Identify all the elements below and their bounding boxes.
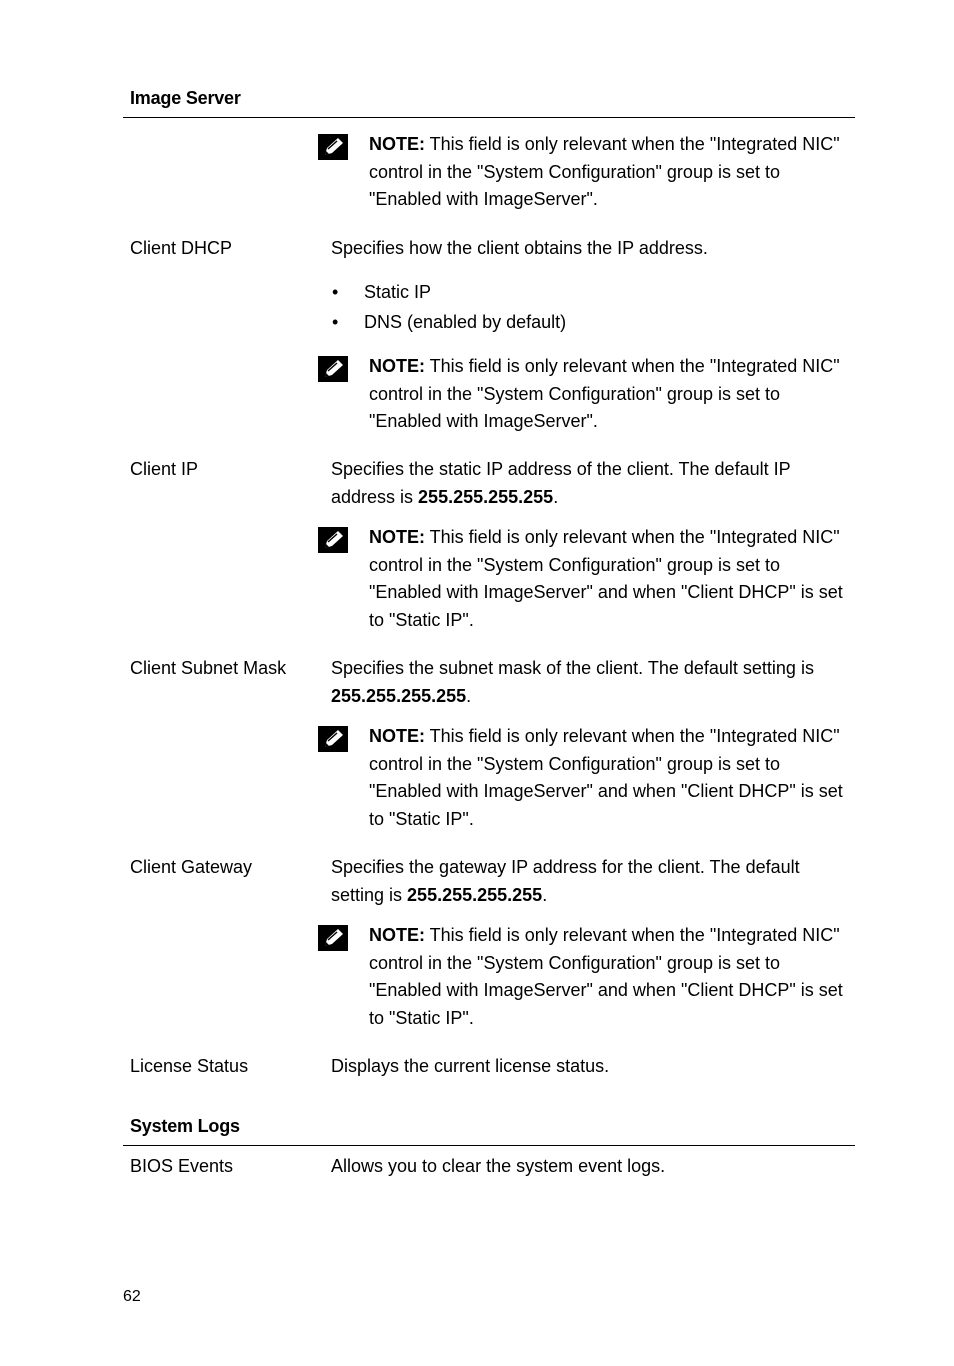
desc-client-gateway xyxy=(331,853,851,909)
note-label: NOTE: xyxy=(369,726,425,746)
bullet-dot: • xyxy=(332,282,339,302)
term-client-subnet-mask: Client Subnet Mask xyxy=(130,658,287,678)
desc-client-subnet-mask xyxy=(331,654,851,710)
note-text xyxy=(369,524,853,634)
list-item xyxy=(331,277,851,307)
desc-text: Specifies the gateway IP address for the client. The default setting is xyxy=(331,857,800,905)
default-value: 255.255.255.255 xyxy=(331,686,467,706)
note-pencil-icon xyxy=(318,726,348,752)
desc-client-dhcp: Specifies how the client obtains the IP address. xyxy=(331,238,708,258)
term-client-gateway: Client Gateway xyxy=(130,857,253,877)
term-license-status: License Status xyxy=(130,1056,249,1076)
section-heading-image-server: Image Server xyxy=(130,88,241,108)
desc-suffix: . xyxy=(466,686,472,706)
term-client-dhcp: Client DHCP xyxy=(130,238,233,258)
desc-license-status: Displays the current license status. xyxy=(331,1056,610,1076)
default-value: 255.255.255.255 xyxy=(407,885,543,905)
note-text xyxy=(369,723,853,833)
note-body: This field is only relevant when the "Integrated NIC" control in the "System Configuration" group is set to "Enabled with ImageServer" and when "Client DHCP" is set to "Static IP". xyxy=(369,726,843,829)
client-dhcp-options xyxy=(331,277,851,337)
default-value: 255.255.255.255 xyxy=(418,487,554,507)
note-text xyxy=(369,353,853,436)
note-label: NOTE: xyxy=(369,527,425,547)
desc-text: Specifies the subnet mask of the client. The default setting is xyxy=(331,658,814,678)
list-item xyxy=(331,307,851,337)
section-rule xyxy=(123,117,855,118)
desc-suffix: . xyxy=(553,487,559,507)
note-label: NOTE: xyxy=(369,356,425,376)
section-rule xyxy=(123,1145,855,1146)
desc-text: Specifies the static IP address of the client. The default IP address is xyxy=(331,459,791,507)
option-label: Static IP xyxy=(364,282,432,302)
section-heading-system-logs: System Logs xyxy=(130,1116,240,1136)
note-pencil-icon xyxy=(318,134,348,160)
note-label: NOTE: xyxy=(369,925,425,945)
note-pencil-icon xyxy=(318,356,348,382)
option-label: DNS (enabled by default) xyxy=(364,312,567,332)
note-body: This field is only relevant when the "Integrated NIC" control in the "System Configuration" group is set to "Enabled with ImageServer". xyxy=(369,134,840,209)
term-client-ip: Client IP xyxy=(130,459,199,479)
note-pencil-icon xyxy=(318,925,348,951)
note-pencil-icon xyxy=(318,527,348,553)
note-text xyxy=(369,131,853,214)
bullet-dot: • xyxy=(332,312,339,332)
note-body: This field is only relevant when the "Integrated NIC" control in the "System Configuration" group is set to "Enabled with ImageServer". xyxy=(369,356,840,431)
desc-bios-events: Allows you to clear the system event logs. xyxy=(331,1156,666,1176)
term-bios-events: BIOS Events xyxy=(130,1156,234,1176)
page-number: 62 xyxy=(123,1288,141,1305)
desc-suffix: . xyxy=(542,885,548,905)
note-label: NOTE: xyxy=(369,134,425,154)
desc-client-ip xyxy=(331,455,851,511)
note-body: This field is only relevant when the "Integrated NIC" control in the "System Configuration" group is set to "Enabled with ImageServer" and when "Client DHCP" is set to "Static IP". xyxy=(369,925,843,1028)
note-body: This field is only relevant when the "Integrated NIC" control in the "System Configuration" group is set to "Enabled with ImageServer" and when "Client DHCP" is set to "Static IP". xyxy=(369,527,843,630)
note-text xyxy=(369,922,853,1032)
